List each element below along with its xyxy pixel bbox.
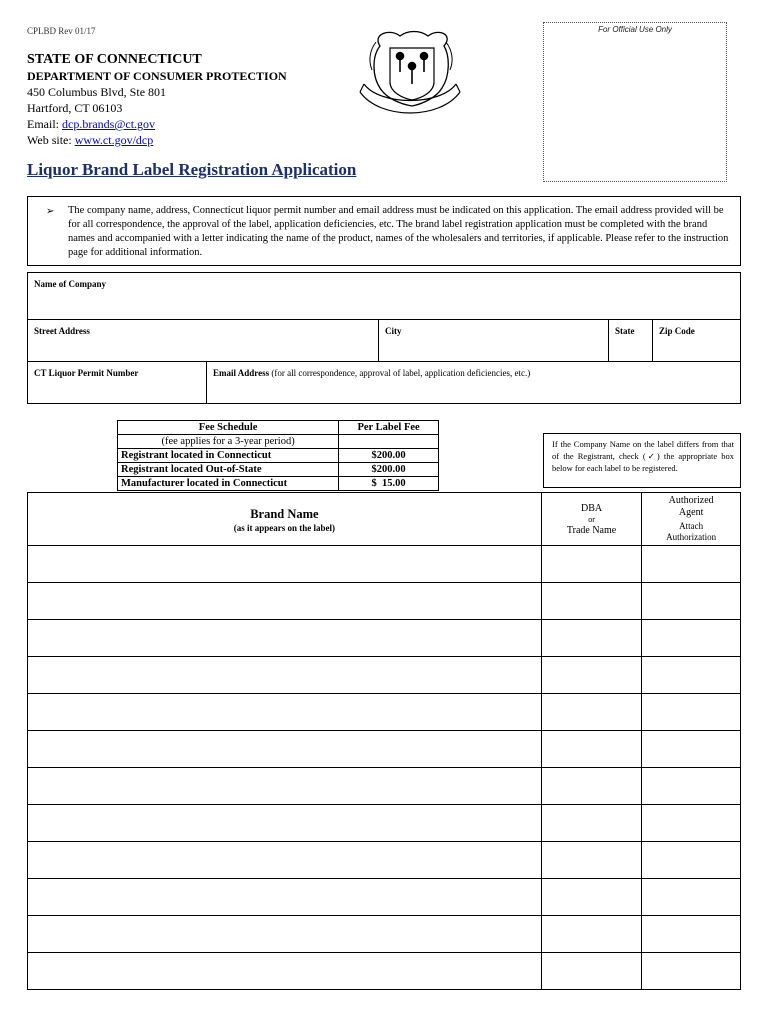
email-address-label-text: Email Address (213, 368, 270, 378)
brand-row (28, 620, 741, 657)
agent-checkbox-cell[interactable] (642, 546, 741, 583)
permit-number-field[interactable] (27, 361, 207, 404)
fee-row-value: $ 15.00 (339, 477, 439, 491)
notice-text: The company name, address, Connecticut liquor permit number and email address must be indicated on this application. The email address provided will be for all correspondence, the approval of the label, application deficiencies, etc. The brand label registration application must be completed with the brand names and accompanied with a letter indicating the name of the product, names of the wholesalers and territories, if applicable. Please refer to the instruction page for additional information. (68, 205, 729, 258)
brand-row (28, 694, 741, 731)
agent-checkbox-cell[interactable] (642, 657, 741, 694)
dba-checkbox-cell[interactable] (541, 842, 641, 879)
dba-checkbox-cell[interactable] (541, 546, 641, 583)
dba-checkbox-cell[interactable] (541, 620, 641, 657)
email-link[interactable]: dcp.brands@ct.gov (62, 117, 156, 131)
website-link[interactable]: www.ct.gov/dcp (74, 133, 154, 147)
fee-period-blank (339, 435, 439, 449)
dba-checkbox-cell[interactable] (541, 583, 641, 620)
brand-name-cell[interactable] (28, 657, 542, 694)
agent-checkbox-cell[interactable] (642, 953, 741, 990)
company-name-label: Name of Company (34, 279, 106, 289)
official-use-label: For Official Use Only (598, 25, 672, 34)
brand-name-cell[interactable] (28, 842, 542, 879)
city-label: City (385, 326, 402, 336)
fee-row-label: Registrant located in Connecticut (118, 449, 339, 463)
brand-row (28, 657, 741, 694)
website-line (27, 132, 287, 148)
state-field[interactable] (608, 319, 653, 362)
dba-title: DBA (580, 503, 603, 514)
company-name-field[interactable] (27, 272, 741, 320)
state-name: STATE OF CONNECTICUT (27, 52, 202, 67)
brand-row (28, 583, 741, 620)
brand-name-header (28, 493, 542, 546)
brand-name-cell[interactable] (28, 620, 542, 657)
dba-header (541, 493, 641, 546)
agent-checkbox-cell[interactable] (642, 879, 741, 916)
authorization-label: Authorization (666, 532, 717, 542)
brand-name-cell[interactable] (28, 546, 542, 583)
state-seal-icon (350, 26, 470, 124)
brand-row (28, 916, 741, 953)
fee-row-label: Registrant located Out-of-State (118, 463, 339, 477)
dba-checkbox-cell[interactable] (541, 694, 641, 731)
brand-name-cell[interactable] (28, 583, 542, 620)
form-code: CPLBD Rev 01/17 (27, 26, 96, 36)
city-line: Hartford, CT 06103 (27, 101, 123, 115)
email-address-label (213, 368, 530, 378)
dba-instruction-note: If the Company Name on the label differs from that of the Registrant, check (✓) the appropriate box below for each label to be registered. (543, 433, 741, 488)
dba-trade-name: Trade Name (566, 525, 617, 536)
brand-name-cell[interactable] (28, 953, 542, 990)
brand-name-cell[interactable] (28, 768, 542, 805)
agent-checkbox-cell[interactable] (642, 842, 741, 879)
brand-name-cell[interactable] (28, 805, 542, 842)
official-use-box (543, 22, 727, 182)
brand-row (28, 953, 741, 990)
arrow-bullet-icon: ➢ (46, 206, 55, 217)
fee-row-label: Manufacturer located in Connecticut (118, 477, 339, 491)
brand-name-cell[interactable] (28, 916, 542, 953)
department-name: DEPARTMENT OF CONSUMER PROTECTION (27, 69, 287, 83)
agent-checkbox-cell[interactable] (642, 583, 741, 620)
agent-checkbox-cell[interactable] (642, 694, 741, 731)
dba-checkbox-cell[interactable] (541, 805, 641, 842)
agency-header (27, 52, 287, 148)
form-title: Liquor Brand Label Registration Application (27, 160, 357, 179)
website-prefix: Web site: (27, 133, 75, 147)
fee-row-value: $200.00 (339, 463, 439, 477)
brand-row (28, 805, 741, 842)
agent-checkbox-cell[interactable] (642, 916, 741, 953)
per-label-fee-header: Per Label Fee (339, 421, 439, 435)
email-address-field[interactable] (206, 361, 741, 404)
permit-number-label: CT Liquor Permit Number (34, 368, 139, 378)
fee-schedule-table (117, 420, 439, 491)
dba-checkbox-cell[interactable] (541, 879, 641, 916)
email-line (27, 116, 287, 132)
zip-code-field[interactable] (652, 319, 741, 362)
agent-checkbox-cell[interactable] (642, 768, 741, 805)
authorized-agent-title: Authorized (668, 495, 714, 506)
fee-row-value: $200.00 (339, 449, 439, 463)
brand-name-table (27, 492, 741, 990)
email-address-note: (for all correspondence, approval of label, application deficiencies, etc.) (269, 368, 531, 378)
dba-checkbox-cell[interactable] (541, 768, 641, 805)
attach-label: Attach (679, 521, 704, 531)
street-address-field[interactable] (27, 319, 379, 362)
brand-name-cell[interactable] (28, 879, 542, 916)
instructions-notice (27, 196, 741, 266)
dba-checkbox-cell[interactable] (541, 953, 641, 990)
brand-row (28, 731, 741, 768)
dba-or: or (588, 515, 595, 524)
street-address-label: Street Address (34, 326, 90, 336)
brand-name-subtitle: (as it appears on the label) (233, 523, 336, 533)
dba-checkbox-cell[interactable] (541, 916, 641, 953)
dba-checkbox-cell[interactable] (541, 657, 641, 694)
agent-checkbox-cell[interactable] (642, 805, 741, 842)
email-prefix: Email: (27, 117, 62, 131)
fee-schedule-title: Fee Schedule (118, 421, 339, 435)
authorized-agent-title-2: Agent (678, 507, 704, 518)
agent-checkbox-cell[interactable] (642, 731, 741, 768)
zip-code-label: Zip Code (659, 326, 695, 336)
brand-row (28, 546, 741, 583)
city-field[interactable] (378, 319, 609, 362)
brand-row (28, 879, 741, 916)
brand-name-cell[interactable] (28, 694, 542, 731)
agent-checkbox-cell[interactable] (642, 620, 741, 657)
dba-checkbox-cell[interactable] (541, 731, 641, 768)
brand-row (28, 842, 741, 879)
state-label: State (615, 326, 635, 336)
address-line: 450 Columbus Blvd, Ste 801 (27, 85, 167, 99)
brand-name-title: Brand Name (250, 507, 319, 521)
brand-name-cell[interactable] (28, 731, 542, 768)
fee-period-note: (fee applies for a 3-year period) (118, 435, 339, 449)
brand-row (28, 768, 741, 805)
authorized-agent-header (642, 493, 741, 546)
